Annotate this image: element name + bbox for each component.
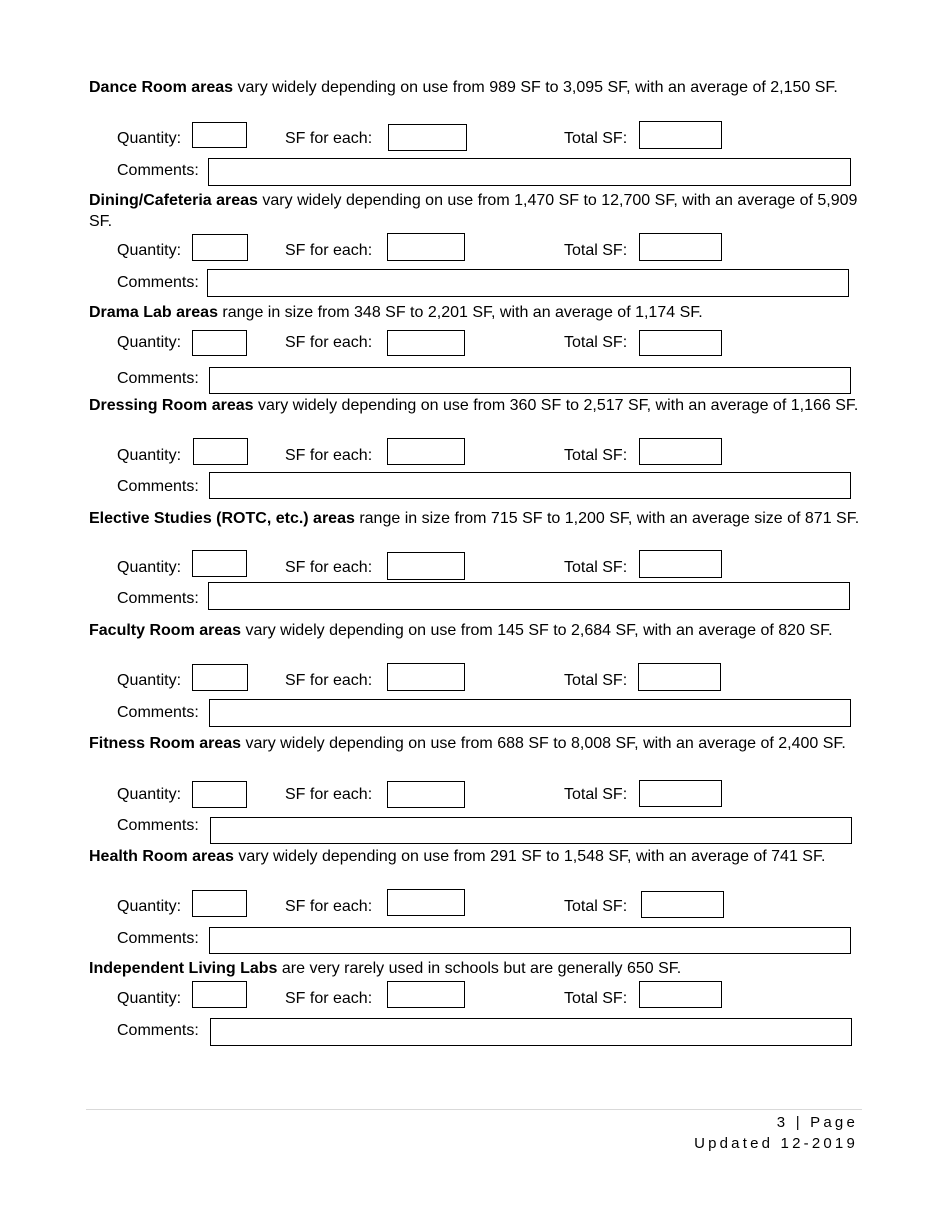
- section-dining-cafeteria: [89, 190, 861, 232]
- quantity-label: Quantity:: [117, 672, 182, 689]
- area-range-text: vary widely depending on use from 291 SF to 1,548 SF, with an average of 741 SF.: [233, 848, 826, 865]
- quantity-field[interactable]: [192, 550, 247, 577]
- sf-each-label: SF for each:: [285, 559, 373, 576]
- sf-each-label: SF for each:: [285, 130, 373, 147]
- sf-each-label: SF for each:: [285, 898, 373, 915]
- total-sf-label: Total SF:: [564, 130, 628, 147]
- area-name: Independent Living Labs: [89, 960, 278, 977]
- sf-each-label: SF for each:: [285, 447, 373, 464]
- comments-field[interactable]: [208, 582, 850, 610]
- total-sf-label: Total SF:: [564, 786, 628, 803]
- quantity-label: Quantity:: [117, 990, 182, 1007]
- total-sf-field[interactable]: [639, 780, 722, 807]
- area-name: Faculty Room areas: [89, 622, 242, 639]
- quantity-field[interactable]: [192, 981, 247, 1008]
- section-faculty-room: [89, 620, 861, 641]
- quantity-field[interactable]: [192, 330, 247, 356]
- area-name: Dining/Cafeteria areas: [89, 192, 258, 209]
- comments-field[interactable]: [207, 269, 849, 297]
- comments-field[interactable]: [210, 1018, 852, 1046]
- section-drama-lab: [89, 302, 861, 323]
- section-description: [89, 190, 861, 232]
- section-description: [89, 958, 861, 979]
- sf-each-field[interactable]: [387, 330, 465, 356]
- comments-label: Comments:: [117, 162, 199, 179]
- comments-label: Comments:: [117, 704, 199, 721]
- section-fitness-room: [89, 733, 861, 754]
- area-range-text: vary widely depending on use from 360 SF to 2,517 SF, with an average of 1,166 SF.: [253, 397, 859, 414]
- updated-date: Updated 12-2019: [694, 1135, 858, 1152]
- quantity-field[interactable]: [192, 234, 248, 261]
- quantity-field[interactable]: [192, 781, 247, 808]
- total-sf-label: Total SF:: [564, 447, 628, 464]
- total-sf-field[interactable]: [638, 663, 721, 691]
- section-description: [89, 77, 861, 98]
- section-dressing-room: [89, 395, 861, 416]
- quantity-label: Quantity:: [117, 130, 182, 147]
- sf-each-label: SF for each:: [285, 990, 373, 1007]
- sf-each-field[interactable]: [387, 552, 465, 580]
- footer-divider: [86, 1109, 862, 1110]
- section-description: [89, 395, 861, 416]
- sf-each-field[interactable]: [387, 438, 465, 465]
- total-sf-label: Total SF:: [564, 242, 628, 259]
- comments-field[interactable]: [209, 927, 851, 954]
- comments-field[interactable]: [209, 472, 851, 499]
- section-description: [89, 508, 861, 529]
- area-range-text: vary widely depending on use from 1,470 SF to 12,700 SF, with an average of 5,909 SF.: [89, 192, 858, 230]
- area-range-text: range in size from 348 SF to 2,201 SF, with an average of 1,174 SF.: [217, 304, 703, 321]
- sf-each-field[interactable]: [387, 663, 465, 691]
- total-sf-field[interactable]: [639, 981, 722, 1008]
- total-sf-field[interactable]: [639, 233, 722, 261]
- comments-label: Comments:: [117, 590, 199, 607]
- comments-field[interactable]: [209, 367, 851, 394]
- quantity-label: Quantity:: [117, 447, 182, 464]
- area-name: Dressing Room areas: [89, 397, 254, 414]
- comments-label: Comments:: [117, 1022, 199, 1039]
- total-sf-label: Total SF:: [564, 672, 628, 689]
- sf-each-label: SF for each:: [285, 672, 373, 689]
- section-independent-living-labs: [89, 958, 861, 979]
- comments-label: Comments:: [117, 930, 199, 947]
- section-description: [89, 733, 861, 754]
- quantity-label: Quantity:: [117, 786, 182, 803]
- area-name: Health Room areas: [89, 848, 234, 865]
- area-name: Fitness Room areas: [89, 735, 242, 752]
- total-sf-field[interactable]: [641, 891, 724, 918]
- section-dance-room: [89, 77, 861, 98]
- area-range-text: vary widely depending on use from 688 SF to 8,008 SF, with an average of 2,400 SF.: [241, 735, 846, 752]
- total-sf-label: Total SF:: [564, 990, 628, 1007]
- area-range-text: are very rarely used in schools but are generally 650 SF.: [277, 960, 682, 977]
- quantity-field[interactable]: [192, 664, 248, 691]
- sf-each-label: SF for each:: [285, 786, 373, 803]
- total-sf-label: Total SF:: [564, 334, 628, 351]
- comments-label: Comments:: [117, 274, 199, 291]
- total-sf-field[interactable]: [639, 438, 722, 465]
- area-name: Dance Room areas: [89, 79, 234, 96]
- sf-each-field[interactable]: [387, 781, 465, 808]
- area-name: Drama Lab areas: [89, 304, 218, 321]
- area-range-text: range in size from 715 SF to 1,200 SF, with an average size of 871 SF.: [354, 510, 860, 527]
- section-description: [89, 846, 861, 867]
- sf-each-field[interactable]: [388, 124, 467, 151]
- sf-each-field[interactable]: [387, 889, 465, 916]
- quantity-field[interactable]: [193, 438, 248, 465]
- comments-label: Comments:: [117, 817, 199, 834]
- total-sf-field[interactable]: [639, 550, 722, 578]
- quantity-label: Quantity:: [117, 334, 182, 351]
- area-range-text: vary widely depending on use from 989 SF to 3,095 SF, with an average of 2,150 SF.: [233, 79, 838, 96]
- page-number: 3 | Page: [776, 1114, 858, 1131]
- comments-label: Comments:: [117, 478, 199, 495]
- comments-field[interactable]: [210, 817, 852, 844]
- sf-each-field[interactable]: [387, 233, 465, 261]
- section-description: [89, 302, 861, 323]
- section-description: [89, 620, 861, 641]
- section-health-room: [89, 846, 861, 867]
- area-range-text: vary widely depending on use from 145 SF to 2,684 SF, with an average of 820 SF.: [241, 622, 833, 639]
- sf-each-field[interactable]: [387, 981, 465, 1008]
- comments-field[interactable]: [208, 158, 851, 186]
- total-sf-field[interactable]: [639, 121, 722, 149]
- total-sf-field[interactable]: [639, 330, 722, 356]
- total-sf-label: Total SF:: [564, 898, 628, 915]
- comments-field[interactable]: [209, 699, 851, 727]
- quantity-field[interactable]: [192, 122, 247, 148]
- total-sf-label: Total SF:: [564, 559, 628, 576]
- quantity-field[interactable]: [192, 890, 247, 917]
- quantity-label: Quantity:: [117, 898, 182, 915]
- sf-each-label: SF for each:: [285, 242, 373, 259]
- comments-label: Comments:: [117, 370, 199, 387]
- sf-each-label: SF for each:: [285, 334, 373, 351]
- area-name: Elective Studies (ROTC, etc.) areas: [89, 510, 355, 527]
- section-elective-studies: [89, 508, 861, 529]
- quantity-label: Quantity:: [117, 559, 182, 576]
- quantity-label: Quantity:: [117, 242, 182, 259]
